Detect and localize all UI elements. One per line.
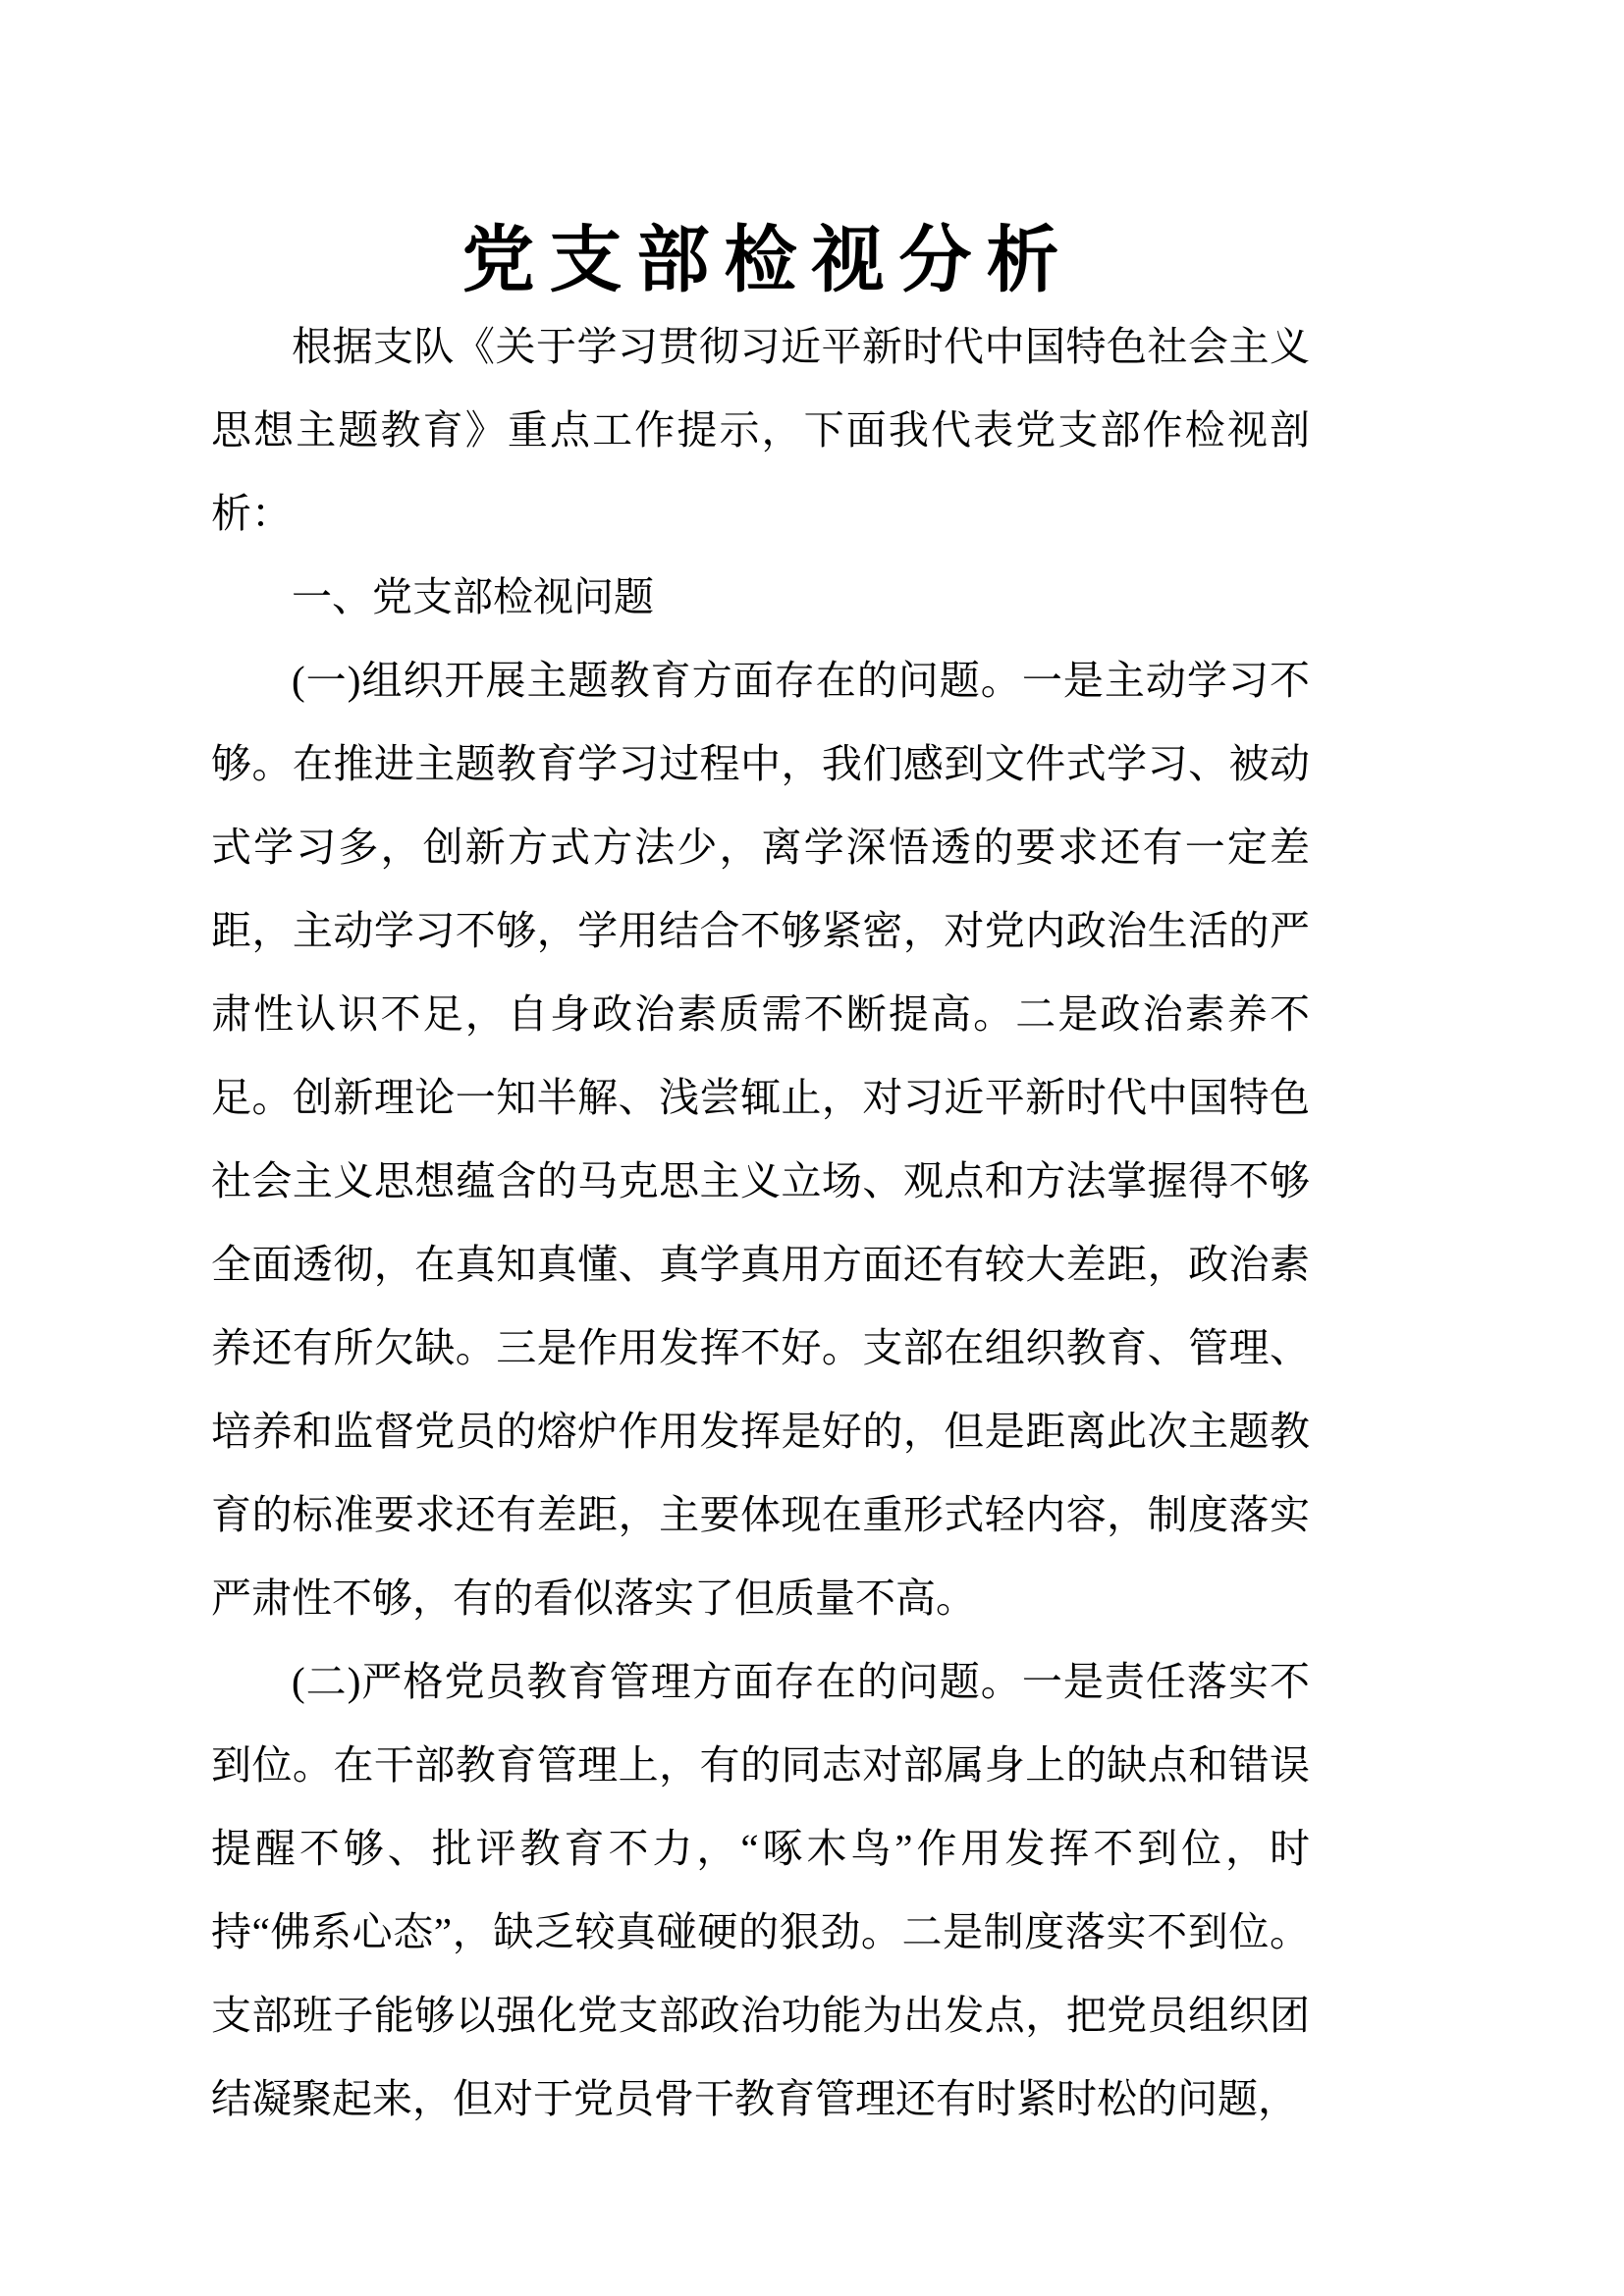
issue-paragraph-2: (二)严格党员教育管理方面存在的问题。一是责任落实不到位。在干部教育管理上，有的同志对部属身上的缺点和错误提醒不够、批评教育不力，“啄木鸟”作用发挥不到位，时持“佛系心态”，缺乏较真碰硬的狠劲。二是制度落实不到位。支部班子能够以强化党支部政治功能为出发点，把党员组织团结凝聚起来，但对于党员骨干教育管理还有时紧时松的问题， xyxy=(211,1659,1310,2122)
intro-paragraph: 根据支队《关于学习贯彻习近平新时代中国特色社会主义思想主题教育》重点工作提示，下面我代表党支部作检视剖析： xyxy=(211,324,1310,537)
section-heading: 一、党支部检视问题 xyxy=(292,574,654,620)
document-title: 党支部检视分析 xyxy=(461,219,1074,300)
issue-paragraph-1: (一)组织开展主题教育方面存在的问题。一是主动学习不够。在推进主题教育学习过程中，我们感到文件式学习、被动式学习多，创新方式方法少，离学深悟透的要求还有一定差距，主动学习不够，学用结合不够紧密，对党内政治生活的严肃性认识不足，自身政治素质需不断提高。二是政治素养不足。创新理论一知半解、浅尝辄止，对习近平新时代中国特色社会主义思想蕴含的马克思主义立场、观点和方法掌握得不够全面透彻，在真知真懂、真学真用方面还有较大差距，政治素养还有所欠缺。三是作用发挥不好。支部在组织教育、管理、培养和监督党员的熔炉作用发挥是好的，但是距离此次主题教育的标准要求还有差距，主要体现在重形式轻内容，制度落实严肃性不够，有的看似落实了但质量不高。 xyxy=(211,658,1310,1622)
document-body xyxy=(211,305,1310,2141)
